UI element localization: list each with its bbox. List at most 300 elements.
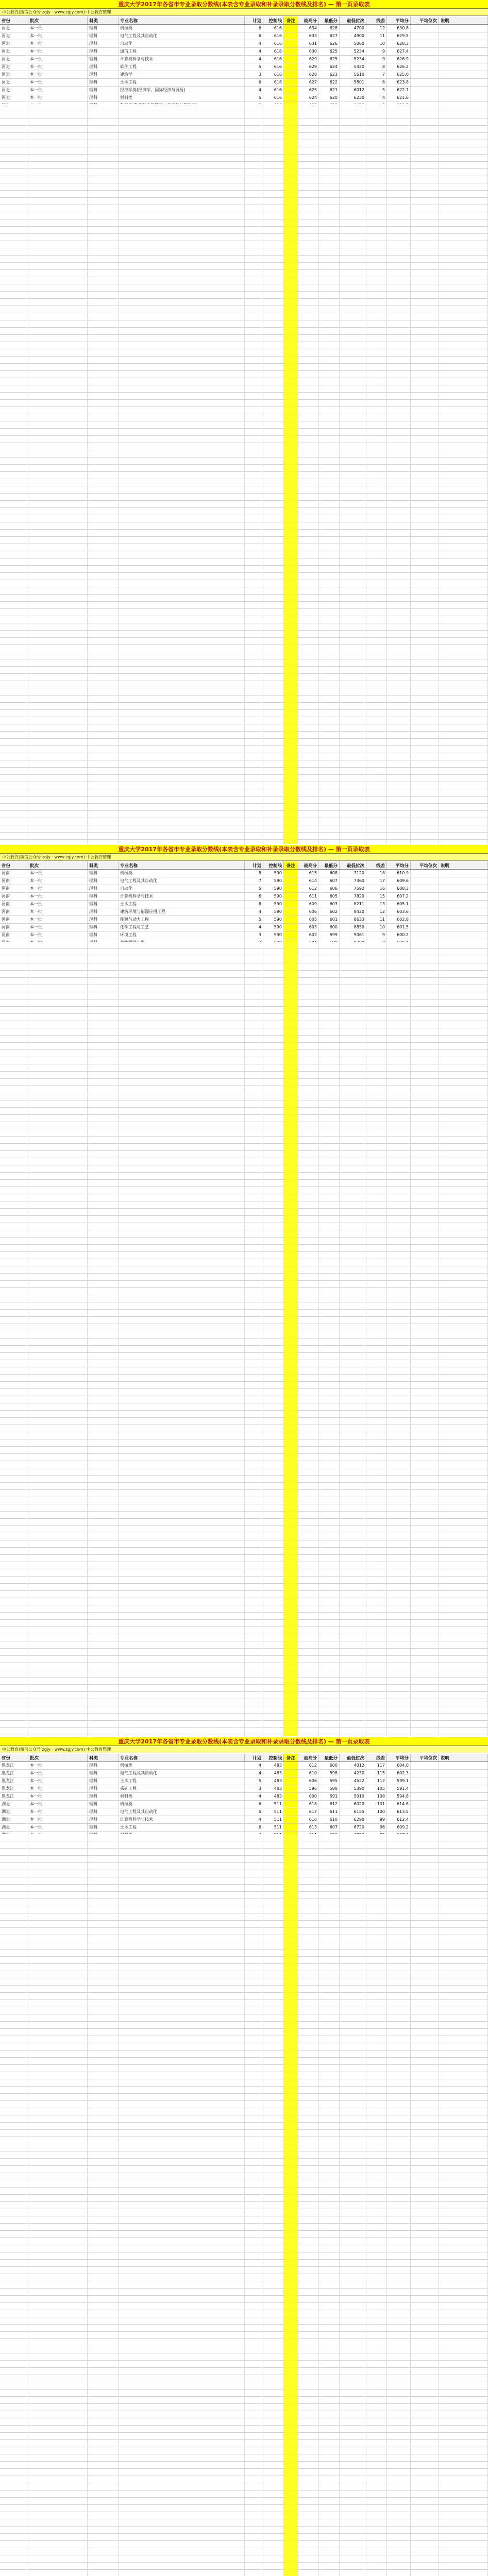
cell-max: 617 <box>298 1808 319 1816</box>
cell-diff: 9 <box>366 56 387 63</box>
cell-major: 环境工程 <box>119 931 245 939</box>
cell-avg: 621.6 <box>387 94 411 101</box>
cell-avg: 601.5 <box>387 924 411 931</box>
cell-max: 613 <box>298 1824 319 1831</box>
cell-province: 河南 <box>0 916 28 923</box>
table-row <box>0 916 488 924</box>
cell-diff: 99 <box>366 1816 387 1823</box>
cell-avg: 603.6 <box>387 908 411 916</box>
grid-line <box>87 942 88 1736</box>
grid-line <box>87 1834 88 2576</box>
cell-note <box>284 893 298 900</box>
grid-line <box>244 104 245 844</box>
cell-major: 土木工程 <box>119 1824 245 1831</box>
cell-batch: 本一批 <box>28 877 88 885</box>
cell-diff: 101 <box>366 1801 387 1808</box>
table-row <box>0 1824 488 1832</box>
cell-min-rank: 4522 <box>340 1777 366 1785</box>
cell-batch: 本一批 <box>28 901 88 908</box>
cell-remark <box>439 71 488 78</box>
cell-avg: 613.5 <box>387 1808 411 1816</box>
grid-line <box>339 942 340 1736</box>
cell-note <box>284 63 298 71</box>
cell-remark <box>439 1816 488 1823</box>
cell-avg-rank <box>411 25 439 32</box>
cell-control-line: 616 <box>263 87 284 94</box>
cell-diff: 115 <box>366 1770 387 1777</box>
col-control-line: 控制线 <box>263 16 284 24</box>
cell-remark <box>439 94 488 101</box>
grid-line <box>318 104 319 844</box>
cell-avg: 608.3 <box>387 885 411 892</box>
cell-plan: 5 <box>245 63 263 71</box>
grid-line <box>386 104 387 844</box>
cell-control-line: 483 <box>263 1770 284 1777</box>
table-row <box>0 908 488 916</box>
cell-province: 河北 <box>0 32 28 40</box>
cell-min: 607 <box>319 877 340 885</box>
cell-control-line: 616 <box>263 56 284 63</box>
cell-control-line: 590 <box>263 877 284 885</box>
cell-min: 610 <box>319 1816 340 1823</box>
cell-avg: 622.7 <box>387 87 411 94</box>
cell-min: 623 <box>319 71 340 78</box>
cell-plan: 4 <box>245 1762 263 1769</box>
cell-province: 黑龙江 <box>0 1777 28 1785</box>
cell-min: 588 <box>319 1785 340 1792</box>
cell-note <box>284 1777 298 1785</box>
cell-diff: 6 <box>366 79 387 86</box>
cell-min: 625 <box>319 48 340 55</box>
cell-min-rank: 8633 <box>340 916 366 923</box>
cell-note <box>284 94 298 101</box>
cell-plan: 5 <box>245 94 263 101</box>
cell-avg-rank <box>411 901 439 908</box>
cell-min-rank: 6155 <box>340 1808 366 1816</box>
cell-subject: 理科 <box>88 870 119 877</box>
cell-major: 计算机科学与技术 <box>119 56 245 63</box>
cell-control-line: 616 <box>263 63 284 71</box>
cell-remark <box>439 877 488 885</box>
cell-diff: 17 <box>366 877 387 885</box>
source-note: 中公教育(微信公众号 zgjy · www.zgjy.com) 中公教育整理 <box>0 1746 488 1753</box>
cell-major: 自动化 <box>119 885 245 892</box>
cell-subject: 理科 <box>88 63 119 71</box>
cell-province: 河北 <box>0 94 28 101</box>
cell-batch: 本一批 <box>28 32 88 40</box>
col-major: 专业名称 <box>119 16 245 24</box>
cell-max: 634 <box>298 25 319 32</box>
cell-remark <box>439 1785 488 1792</box>
col-avg: 平均分 <box>387 16 411 24</box>
cell-batch: 本一批 <box>28 908 88 916</box>
cell-min: 599 <box>319 931 340 939</box>
cell-avg: 609.6 <box>387 877 411 885</box>
cell-avg: 600.2 <box>387 931 411 939</box>
cell-max: 616 <box>298 1816 319 1823</box>
cell-control-line: 616 <box>263 48 284 55</box>
cell-plan: 3 <box>245 71 263 78</box>
cell-min: 612 <box>319 1801 340 1808</box>
cell-max: 605 <box>298 916 319 923</box>
cell-note <box>284 1762 298 1769</box>
cell-batch: 本一批 <box>28 1785 88 1792</box>
cell-note <box>284 1816 298 1823</box>
cell-min: 607 <box>319 1824 340 1831</box>
cell-max: 612 <box>298 1762 319 1769</box>
cell-avg: 607.2 <box>387 893 411 900</box>
cell-remark <box>439 25 488 32</box>
cell-plan: 4 <box>245 1793 263 1800</box>
cell-province: 河南 <box>0 908 28 916</box>
cell-max: 606 <box>298 908 319 916</box>
cell-avg-rank <box>411 1770 439 1777</box>
cell-control-line: 616 <box>263 79 284 86</box>
cell-diff: 9 <box>366 48 387 55</box>
cell-control-line: 590 <box>263 924 284 931</box>
cell-max: 606 <box>298 1777 319 1785</box>
cell-batch: 本一批 <box>28 1816 88 1823</box>
cell-subject: 理科 <box>88 40 119 47</box>
cell-major: 机械类 <box>119 870 245 877</box>
cell-min-rank: 6230 <box>340 94 366 101</box>
cell-remark <box>439 1793 488 1800</box>
table-row <box>0 1816 488 1824</box>
cell-avg-rank <box>411 1777 439 1785</box>
cell-remark <box>439 56 488 63</box>
cell-plan: 6 <box>245 893 263 900</box>
cell-subject: 理科 <box>88 1816 119 1823</box>
cell-max: 629 <box>298 63 319 71</box>
cell-avg: 599.1 <box>387 1777 411 1785</box>
cell-subject: 理科 <box>88 1824 119 1831</box>
cell-subject: 理科 <box>88 1777 119 1785</box>
cell-diff: 117 <box>366 1762 387 1769</box>
cell-subject: 理科 <box>88 48 119 55</box>
cell-min: 628 <box>319 25 340 32</box>
cell-batch: 本一批 <box>28 56 88 63</box>
cell-major: 自动化 <box>119 40 245 47</box>
cell-remark <box>439 40 488 47</box>
cell-remark <box>439 901 488 908</box>
col-min: 最低分 <box>319 16 340 24</box>
cell-min: 603 <box>319 901 340 908</box>
cell-note <box>284 1770 298 1777</box>
cell-batch: 本一批 <box>28 1762 88 1769</box>
cell-batch: 本一批 <box>28 931 88 939</box>
cell-subject: 理科 <box>88 1770 119 1777</box>
cell-remark <box>439 32 488 40</box>
cell-province: 河北 <box>0 63 28 71</box>
cell-max: 603 <box>298 924 319 931</box>
cell-batch: 本一批 <box>28 1777 88 1785</box>
grid-line <box>339 104 340 844</box>
note-column-highlight <box>284 942 298 1736</box>
cell-major: 能源与动力工程 <box>119 916 245 923</box>
cell-min-rank: 5234 <box>340 48 366 55</box>
cell-note <box>284 1808 298 1816</box>
cell-note <box>284 32 298 40</box>
cell-control-line: 616 <box>263 40 284 47</box>
cell-remark <box>439 908 488 916</box>
cell-control-line: 483 <box>263 1793 284 1800</box>
cell-province: 湖北 <box>0 1816 28 1823</box>
cell-subject: 理科 <box>88 908 119 916</box>
cell-avg-rank <box>411 1793 439 1800</box>
cell-min-rank: 6290 <box>340 1816 366 1823</box>
cell-subject: 理科 <box>88 71 119 78</box>
cell-max: 624 <box>298 94 319 101</box>
cell-min: 626 <box>319 40 340 47</box>
cell-avg-rank <box>411 32 439 40</box>
cell-min-rank: 8420 <box>340 908 366 916</box>
column-header: 省份 批次 科类 专业名称 计划 控制线 备注 最高分 最低分 最低位次 线差 平均分 平均位次 说明 <box>0 861 488 870</box>
cell-avg-rank <box>411 87 439 94</box>
cell-batch: 本一批 <box>28 40 88 47</box>
cell-batch: 本一批 <box>28 48 88 55</box>
table-row <box>0 48 488 56</box>
cell-plan: 4 <box>245 56 263 63</box>
cell-avg-rank <box>411 1762 439 1769</box>
cell-plan: 4 <box>245 908 263 916</box>
cell-max: 596 <box>298 1785 319 1792</box>
cell-plan: 4 <box>245 48 263 55</box>
cell-diff: 15 <box>366 893 387 900</box>
cell-subject: 理科 <box>88 931 119 939</box>
cell-remark <box>439 924 488 931</box>
cell-avg: 628.3 <box>387 40 411 47</box>
cell-min: 591 <box>319 1793 340 1800</box>
cell-control-line: 590 <box>263 885 284 892</box>
cell-min-rank: 5010 <box>340 1793 366 1800</box>
cell-control-line: 511 <box>263 1824 284 1831</box>
cell-note <box>284 931 298 939</box>
cell-plan: 4 <box>245 40 263 47</box>
cell-batch: 本一批 <box>28 924 88 931</box>
cell-province: 河北 <box>0 56 28 63</box>
section-3-rows <box>0 1762 488 1839</box>
cell-min: 600 <box>319 924 340 931</box>
table-row <box>0 1808 488 1816</box>
cell-min: 602 <box>319 908 340 916</box>
cell-note <box>284 877 298 885</box>
cell-plan: 8 <box>245 901 263 908</box>
col-remark: 说明 <box>439 16 488 24</box>
cell-subject: 理科 <box>88 901 119 908</box>
cell-avg-rank <box>411 908 439 916</box>
cell-province: 河南 <box>0 931 28 939</box>
grid-line <box>244 942 245 1736</box>
cell-min: 598 <box>319 1770 340 1777</box>
cell-note <box>284 40 298 47</box>
cell-diff: 5 <box>366 87 387 94</box>
cell-major: 计算机科学与技术 <box>119 1816 245 1823</box>
cell-remark <box>439 87 488 94</box>
cell-avg: 602.8 <box>387 916 411 923</box>
cell-plan: 4 <box>245 87 263 94</box>
cell-max: 609 <box>298 901 319 908</box>
cell-remark <box>439 1824 488 1831</box>
cell-plan: 6 <box>245 79 263 86</box>
cell-note <box>284 870 298 877</box>
banner-title: 重庆大学2017年各省市专业录取分数线(本表含专业录取和补录录取分数线及排名) — 第一页录取表 <box>118 1 370 8</box>
cell-avg: 591.4 <box>387 1785 411 1792</box>
cell-subject: 理科 <box>88 893 119 900</box>
cell-province: 河南 <box>0 901 28 908</box>
cell-subject: 理科 <box>88 94 119 101</box>
table-row <box>0 40 488 48</box>
cell-avg-rank <box>411 79 439 86</box>
cell-province: 河北 <box>0 48 28 55</box>
col-note: 备注 <box>284 16 298 24</box>
cell-diff: 8 <box>366 63 387 71</box>
table-row <box>0 893 488 901</box>
cell-min-rank: 4700 <box>340 25 366 32</box>
cell-province: 河北 <box>0 79 28 86</box>
cell-province: 河南 <box>0 924 28 931</box>
cell-plan: 8 <box>245 870 263 877</box>
cell-note <box>284 25 298 32</box>
col-province: 省份 <box>0 16 28 24</box>
cell-subject: 理科 <box>88 1793 119 1800</box>
cell-avg: 610.9 <box>387 870 411 877</box>
cell-avg-rank <box>411 48 439 55</box>
cell-avg: 627.4 <box>387 48 411 55</box>
cell-subject: 理科 <box>88 1808 119 1816</box>
grid-line <box>118 104 119 844</box>
cell-diff: 12 <box>366 25 387 32</box>
cell-major: 软件工程 <box>119 63 245 71</box>
cell-subject: 理科 <box>88 924 119 931</box>
cell-major: 机械类 <box>119 1762 245 1769</box>
cell-avg-rank <box>411 1808 439 1816</box>
section-3-filler <box>0 1834 488 2576</box>
cell-plan: 4 <box>245 1770 263 1777</box>
cell-province: 河南 <box>0 893 28 900</box>
note-column-highlight <box>284 104 298 844</box>
cell-diff: 105 <box>366 1785 387 1792</box>
cell-province: 河北 <box>0 71 28 78</box>
cell-diff: 11 <box>366 916 387 923</box>
cell-diff: 16 <box>366 885 387 892</box>
cell-note <box>284 71 298 78</box>
cell-avg: 594.8 <box>387 1793 411 1800</box>
col-max: 最高分 <box>298 16 319 24</box>
cell-note <box>284 1801 298 1808</box>
column-header <box>0 16 488 25</box>
cell-control-line: 590 <box>263 916 284 923</box>
cell-avg: 629.5 <box>387 32 411 40</box>
cell-province: 黑龙江 <box>0 1770 28 1777</box>
cell-avg-rank <box>411 1785 439 1792</box>
col-subject: 科类 <box>88 16 119 24</box>
cell-province: 河北 <box>0 40 28 47</box>
cell-avg-rank <box>411 924 439 931</box>
table-row <box>0 1793 488 1801</box>
cell-batch: 本一批 <box>28 87 88 94</box>
cell-avg: 605.1 <box>387 901 411 908</box>
cell-avg: 612.4 <box>387 1816 411 1823</box>
grid-line <box>410 942 411 1736</box>
grid-line <box>318 942 319 1736</box>
table-row <box>0 901 488 908</box>
table-row <box>0 924 488 931</box>
cell-plan: 6 <box>245 32 263 40</box>
cell-batch: 本一批 <box>28 1801 88 1808</box>
cell-note <box>284 901 298 908</box>
cell-avg: 623.8 <box>387 79 411 86</box>
cell-avg: 614.6 <box>387 1801 411 1808</box>
cell-max: 615 <box>298 870 319 877</box>
cell-note <box>284 1785 298 1792</box>
cell-plan: 4 <box>245 924 263 931</box>
cell-subject: 理科 <box>88 56 119 63</box>
cell-remark <box>439 893 488 900</box>
cell-diff: 11 <box>366 32 387 40</box>
cell-diff: 108 <box>366 1793 387 1800</box>
cell-plan: 5 <box>245 1808 263 1816</box>
cell-plan: 5 <box>245 916 263 923</box>
cell-plan: 3 <box>245 931 263 939</box>
section-1-rows <box>0 25 488 110</box>
cell-major: 化学工程与工艺 <box>119 924 245 931</box>
cell-subject: 理科 <box>88 1801 119 1808</box>
cell-max: 612 <box>298 885 319 892</box>
cell-max: 628 <box>298 71 319 78</box>
table-row <box>0 885 488 893</box>
cell-batch: 本一批 <box>28 71 88 78</box>
cell-avg-rank <box>411 916 439 923</box>
cell-major: 采矿工程 <box>119 1785 245 1792</box>
cell-min-rank: 4230 <box>340 1770 366 1777</box>
cell-diff: 10 <box>366 40 387 47</box>
cell-major: 电气工程及其自动化 <box>119 1770 245 1777</box>
cell-min-rank: 9061 <box>340 931 366 939</box>
cell-remark <box>439 79 488 86</box>
cell-control-line: 590 <box>263 893 284 900</box>
cell-avg-rank <box>411 94 439 101</box>
cell-batch: 本一批 <box>28 1808 88 1816</box>
cell-province: 河南 <box>0 877 28 885</box>
cell-control-line: 511 <box>263 1816 284 1823</box>
cell-subject: 理科 <box>88 25 119 32</box>
cell-major: 机械类 <box>119 1801 245 1808</box>
cell-plan: 6 <box>245 1801 263 1808</box>
table-row <box>0 870 488 877</box>
column-header: 省份 批次 科类 专业名称 计划 控制线 备注 最高分 最低分 最低位次 线差 平均分 平均位次 说明 <box>0 1754 488 1762</box>
cell-max: 611 <box>298 893 319 900</box>
col-diff: 线差 <box>366 16 387 24</box>
cell-min: 624 <box>319 63 340 71</box>
section-2-rows <box>0 870 488 947</box>
cell-diff: 112 <box>366 1777 387 1785</box>
cell-control-line: 590 <box>263 870 284 877</box>
cell-min-rank: 6020 <box>340 1801 366 1808</box>
cell-control-line: 616 <box>263 71 284 78</box>
table-row <box>0 32 488 40</box>
cell-max: 630 <box>298 48 319 55</box>
table-row <box>0 931 488 939</box>
grid-line <box>386 942 387 1736</box>
cell-major: 电气工程及其自动化 <box>119 1808 245 1816</box>
cell-min-rank: 4900 <box>340 32 366 40</box>
cell-max: 610 <box>298 1770 319 1777</box>
cell-avg: 630.8 <box>387 25 411 32</box>
cell-batch: 本一批 <box>28 94 88 101</box>
cell-min: 600 <box>319 1762 340 1769</box>
cell-max: 618 <box>298 1801 319 1808</box>
cell-major: 建筑环境与能源应用工程 <box>119 908 245 916</box>
